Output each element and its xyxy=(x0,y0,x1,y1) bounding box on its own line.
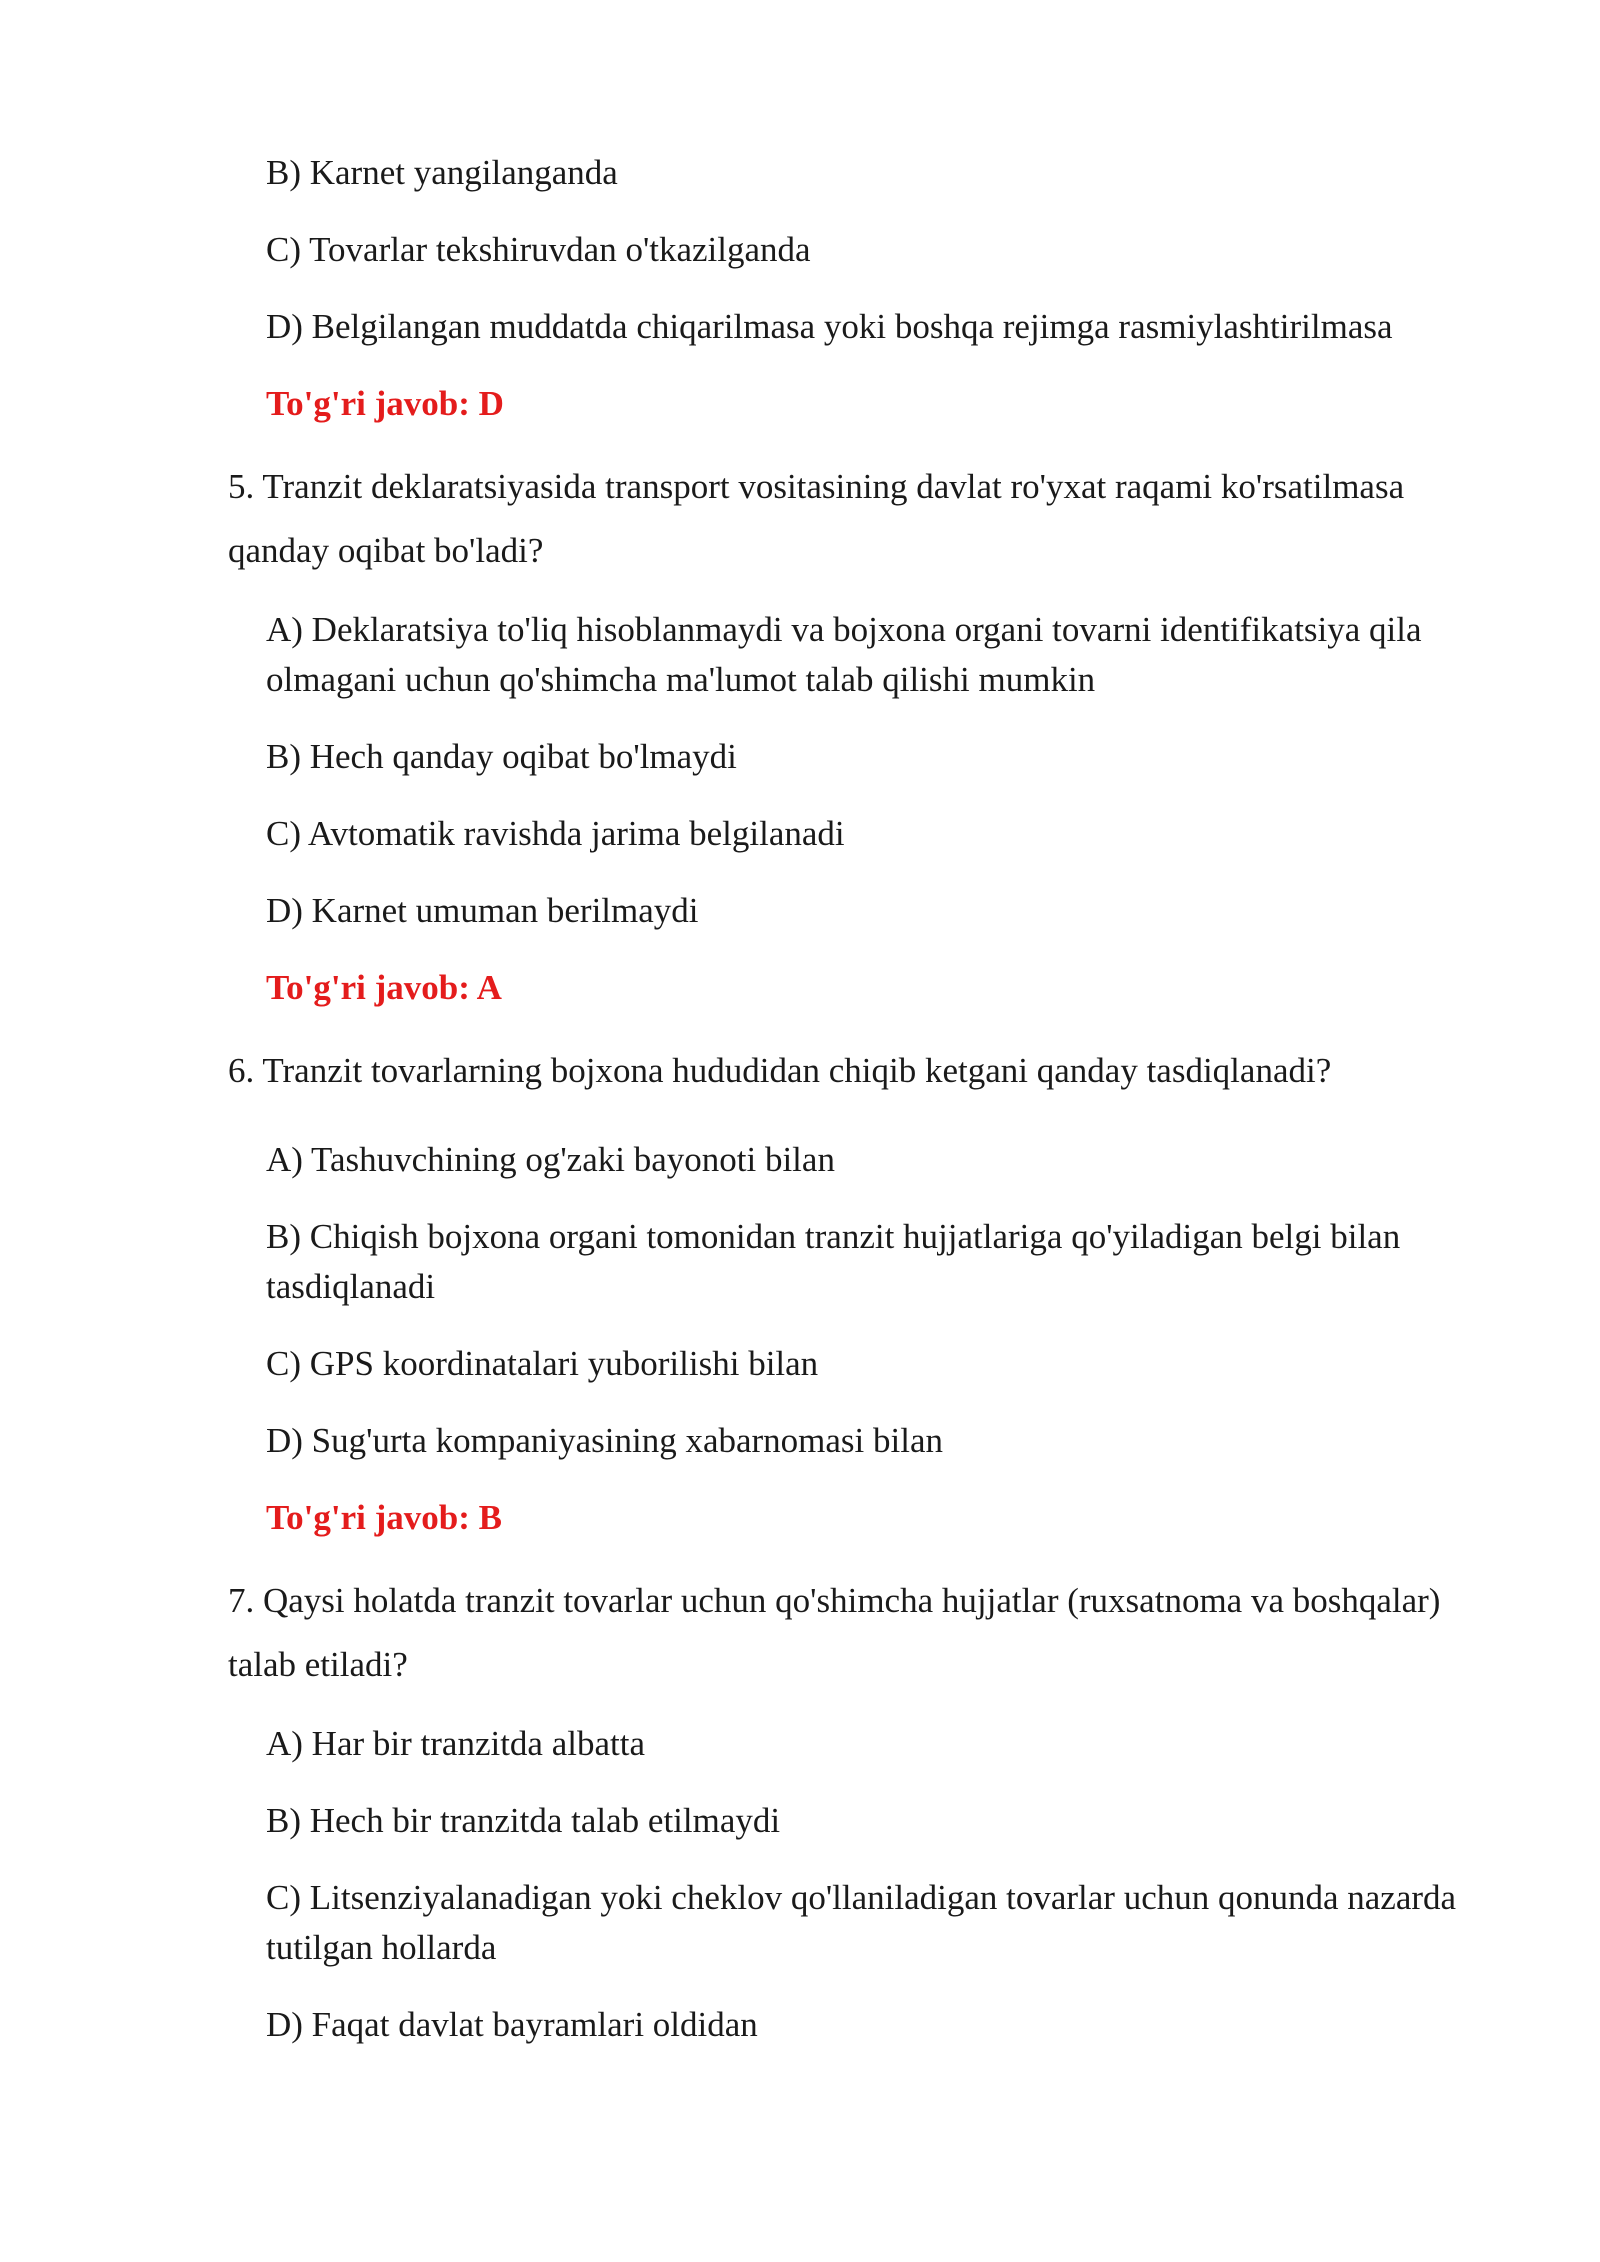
option-b: B) Chiqish bojxona organi tomonidan tranzit hujjatlariga qo'yiladigan belgi bilan tasdiqlanadi xyxy=(266,1217,1401,1306)
option-d: D) Karnet umuman berilmaydi xyxy=(266,891,699,930)
option-b: B) Hech bir tranzitda talab etilmaydi xyxy=(266,1801,781,1840)
quiz-content xyxy=(228,148,1488,2077)
option-c: C) Tovarlar tekshiruvdan o'tkazilganda xyxy=(266,230,811,269)
question-text: 5. Tranzit deklaratsiyasida transport vositasining davlat ro'yxat raqami ko'rsatilmasa qanday oqibat bo'ladi? xyxy=(228,467,1405,570)
question-7 xyxy=(228,1569,1488,2050)
option-c: C) GPS koordinatalari yuborilishi bilan xyxy=(266,1344,819,1383)
option-d: D) Faqat davlat bayramlari oldidan xyxy=(266,2005,758,2044)
option-c: C) Litsenziyalanadigan yoki cheklov qo'llaniladigan tovarlar uchun qonunda nazarda tutilgan hollarda xyxy=(266,1878,1457,1967)
question-text: 7. Qaysi holatda tranzit tovarlar uchun qo'shimcha hujjatlar (ruxsatnoma va boshqalar) talab etiladi? xyxy=(228,1581,1441,1684)
question-6 xyxy=(228,1039,1488,1543)
option-a: A) Tashuvchining og'zaki bayonoti bilan xyxy=(266,1140,835,1179)
option-d: D) Belgilangan muddatda chiqarilmasa yoki boshqa rejimga rasmiylashtirilmasa xyxy=(266,307,1393,346)
correct-answer: To'g'ri javob: A xyxy=(266,968,502,1007)
option-d: D) Sug'urta kompaniyasining xabarnomasi bilan xyxy=(266,1421,944,1460)
question-5 xyxy=(228,455,1488,1013)
correct-answer: To'g'ri javob: D xyxy=(266,384,504,423)
option-b: B) Hech qanday oqibat bo'lmaydi xyxy=(266,737,737,776)
option-a: A) Har bir tranzitda albatta xyxy=(266,1724,645,1763)
question-4-continued xyxy=(228,148,1488,429)
correct-answer: To'g'ri javob: B xyxy=(266,1498,502,1537)
option-c: C) Avtomatik ravishda jarima belgilanadi xyxy=(266,814,845,853)
question-text: 6. Tranzit tovarlarning bojxona hududidan chiqib ketgani qanday tasdiqlanadi? xyxy=(228,1051,1332,1090)
option-a: A) Deklaratsiya to'liq hisoblanmaydi va bojxona organi tovarni identifikatsiya qila olmagani uchun qo'shimcha ma'lumot talab qilishi mumkin xyxy=(266,610,1422,699)
option-b: B) Karnet yangilanganda xyxy=(266,153,618,192)
